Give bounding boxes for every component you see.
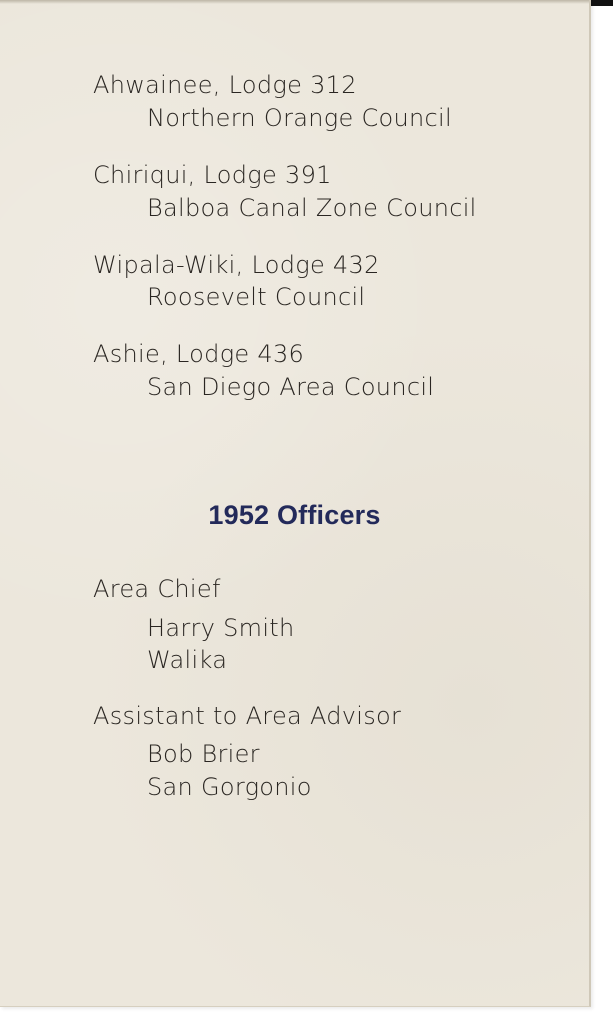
lodge-council: Balboa Canal Zone Council (147, 194, 477, 222)
lodge-council: San Diego Area Council (147, 373, 435, 401)
page-top-edge (0, 0, 589, 4)
officer-name: Bob Brier (147, 740, 260, 768)
officer-lodge: Walika (147, 646, 228, 674)
officer-name: Harry Smith (147, 614, 295, 642)
corner-mark (591, 0, 613, 6)
officers-heading: 1952 Officers (208, 500, 381, 530)
officer-role: Area Chief (93, 575, 221, 603)
lodge-council: Northern Orange Council (147, 104, 452, 132)
lodge-name: Chiriqui, Lodge 391 (93, 161, 332, 189)
lodge-name: Ashie, Lodge 436 (93, 340, 305, 368)
lodge-name: Wipala-Wiki, Lodge 432 (93, 251, 380, 279)
officer-role: Assistant to Area Advisor (93, 702, 402, 730)
lodge-council: Roosevelt Council (147, 283, 366, 311)
lodge-name: Ahwainee, Lodge 312 (93, 71, 357, 99)
officer-lodge: San Gorgonio (147, 773, 312, 801)
